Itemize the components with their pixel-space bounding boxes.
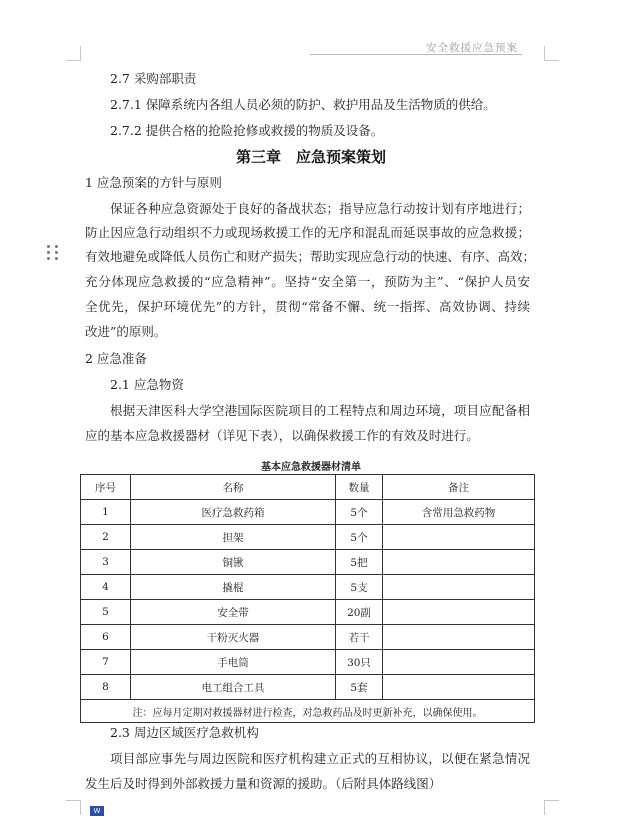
section-1-para-line: 全优先，保护环境优先”的方针，贯彻“常备不懈、统一指挥、高效协调、持续 — [85, 299, 530, 314]
section-2-3-para-line: 项目部应事先与周边医院和医疗机构建立正式的互相协议，以便在紧急情况 — [110, 751, 530, 766]
table-header-cell: 名称 — [131, 475, 336, 500]
section-1-para-line: 保证各种应急资源处于良好的备战状态；指导应急行动按计划有序地进行； — [110, 201, 530, 216]
page-corner-mark — [544, 800, 559, 815]
table-cell: 含常用急救药物 — [383, 500, 535, 525]
page-corner-mark — [66, 46, 81, 61]
table-cell: 2 — [81, 525, 131, 550]
section-2-1-heading: 2.1 应急物资 — [110, 377, 184, 392]
section-2-7-2: 2.7.2 提供合格的抢险抢修或救援的物质及设备。 — [110, 123, 384, 138]
table-cell: 6 — [81, 625, 131, 650]
table-cell: 担架 — [131, 525, 336, 550]
table-cell: 5 — [81, 600, 131, 625]
section-1-heading: 1 应急预案的方针与原则 — [85, 175, 222, 190]
table-cell: 3 — [81, 550, 131, 575]
table-note-row — [81, 700, 535, 723]
section-2-heading: 2 应急准备 — [85, 351, 147, 366]
table-cell: 8 — [81, 675, 131, 700]
section-1-para-line: 充分体现应急救援的“应急精神”。坚持“安全第一，预防为主”、“保护人员安 — [85, 274, 530, 289]
table-header-row — [81, 475, 535, 500]
table-row — [81, 625, 535, 650]
table-cell — [383, 625, 535, 650]
table-cell: 5套 — [336, 675, 383, 700]
drag-handle-icon[interactable] — [47, 245, 59, 265]
table-cell — [383, 650, 535, 675]
table-cell: 20副 — [336, 600, 383, 625]
table-cell: 若干 — [336, 625, 383, 650]
table-cell: 手电筒 — [131, 650, 336, 675]
wps-logo-icon: W — [90, 806, 104, 816]
table-row — [81, 675, 535, 700]
table-cell: 4 — [81, 575, 131, 600]
table-note: 注：应每月定期对救援器材进行检查，对急救药品及时更新补充，以确保使用。 — [81, 700, 535, 723]
section-1-para-line: 改进”的原则。 — [85, 324, 167, 339]
table-row — [81, 650, 535, 675]
table-cell: 电工组合工具 — [131, 675, 336, 700]
table-cell — [383, 575, 535, 600]
table-cell: 撬棍 — [131, 575, 336, 600]
table-row — [81, 600, 535, 625]
table-cell — [383, 600, 535, 625]
table-cell: 5把 — [336, 550, 383, 575]
table-cell — [383, 550, 535, 575]
table-cell: 医疗急救药箱 — [131, 500, 336, 525]
header-rule — [310, 54, 522, 55]
table-cell: 铜锹 — [131, 550, 336, 575]
page-corner-mark — [544, 46, 559, 61]
table-header-cell: 数量 — [336, 475, 383, 500]
table-row — [81, 550, 535, 575]
table-cell: 1 — [81, 500, 131, 525]
table-row — [81, 575, 535, 600]
section-2-para-line: 根据天津医科大学空港国际医院项目的工程特点和周边环境，项目应配备相 — [110, 403, 530, 418]
table-header-cell: 备注 — [383, 475, 535, 500]
table-cell: 7 — [81, 650, 131, 675]
table-cell: 5支 — [336, 575, 383, 600]
section-1-para-line: 防止因应急行动组织不力或现场救援工作的无序和混乱而延误事故的应急救援； — [85, 225, 530, 240]
section-2-para-line: 应的基本应急救援器材（详见下表），以确保救援工作的有效及时进行。 — [85, 428, 479, 443]
table-cell — [383, 675, 535, 700]
section-2-3-heading: 2.3 周边区域医疗急救机构 — [110, 725, 259, 740]
chapter-title: 第三章 应急预案策划 — [235, 148, 386, 166]
table-cell: 5个 — [336, 525, 383, 550]
table-cell: 5个 — [336, 500, 383, 525]
table-cell — [383, 525, 535, 550]
section-2-7-heading: 2.7 采购部职责 — [110, 71, 197, 86]
section-2-3-para-line: 发生后及时得到外部救援力量和资源的援助。（后附具体路线图） — [85, 776, 442, 791]
page-header-title: 安全救援应急预案 — [426, 42, 518, 54]
table-row — [81, 525, 535, 550]
section-1-para-line: 有效地避免或降低人员伤亡和财产损失；帮助实现应急行动的快速、有序、高效； — [85, 249, 536, 264]
page-corner-mark — [66, 800, 81, 815]
table-row — [81, 500, 535, 525]
table-cell: 干粉灭火器 — [131, 625, 336, 650]
table-header-cell: 序号 — [81, 475, 131, 500]
table-title: 基本应急救援器材清单 — [261, 462, 361, 473]
table-cell: 30只 — [336, 650, 383, 675]
section-2-7-1: 2.7.1 保障系统内各组人员必须的防护、救护用品及生活物质的供给。 — [110, 97, 496, 112]
table-cell: 安全带 — [131, 600, 336, 625]
equipment-table — [80, 474, 535, 723]
